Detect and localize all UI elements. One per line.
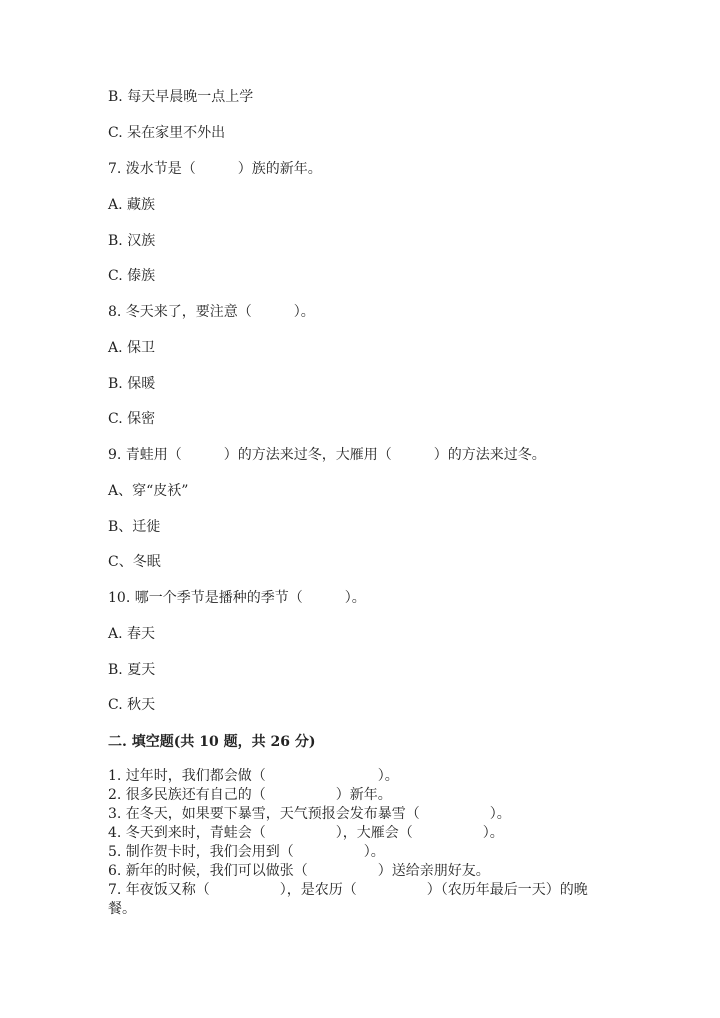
- option-b-q10: B. 夏天: [108, 662, 156, 678]
- question-8: 8. 冬天来了，要注意（ ）。: [108, 304, 315, 320]
- question-7: 7. 泼水节是（ ）族的新年。: [108, 161, 322, 177]
- fill-question-2: 2. 很多民族还有自己的（ ）新年。: [108, 787, 392, 803]
- option-c-q8: C. 保密: [108, 411, 156, 427]
- option-b-q8: B. 保暖: [108, 376, 156, 392]
- option-c-q10: C. 秋天: [108, 697, 156, 713]
- option-c-q9: C、冬眠: [108, 554, 161, 570]
- option-c-q7: C. 傣族: [108, 268, 156, 284]
- fill-question-7-continued: 餐。: [108, 901, 136, 917]
- question-10: 10. 哪一个季节是播种的季节（ ）。: [108, 590, 366, 606]
- question-9: 9. 青蛙用（ ）的方法来过冬，大雁用（ ）的方法来过冬。: [108, 447, 546, 463]
- option-b-q6: B. 每天早晨晚一点上学: [108, 89, 254, 105]
- option-c-q6: C. 呆在家里不外出: [108, 125, 226, 141]
- section-title-fill-in: 二. 填空题(共 10 题，共 26 分): [108, 734, 316, 750]
- option-b-q9: B、迁徙: [108, 519, 161, 535]
- fill-question-7: 7. 年夜饭又称（ ），是农历（ ）（农历年最后一天）的晚: [108, 882, 588, 898]
- option-a-q7: A. 藏族: [108, 197, 156, 213]
- option-a-q9: A、穿“皮袄”: [108, 483, 189, 499]
- fill-question-6: 6. 新年的时候，我们可以做张（ ）送给亲朋好友。: [108, 863, 490, 879]
- fill-question-5: 5. 制作贺卡时，我们会用到（ ）。: [108, 844, 385, 860]
- fill-question-3: 3. 在冬天，如果要下暴雪，天气预报会发布暴雪（ ）。: [108, 806, 511, 822]
- fill-question-4: 4. 冬天到来时，青蛙会（ ），大雁会（ ）。: [108, 825, 504, 841]
- fill-question-1: 1. 过年时，我们都会做（ ）。: [108, 768, 399, 784]
- option-b-q7: B. 汉族: [108, 233, 156, 249]
- option-a-q8: A. 保卫: [108, 340, 156, 356]
- option-a-q10: A. 春天: [108, 626, 156, 642]
